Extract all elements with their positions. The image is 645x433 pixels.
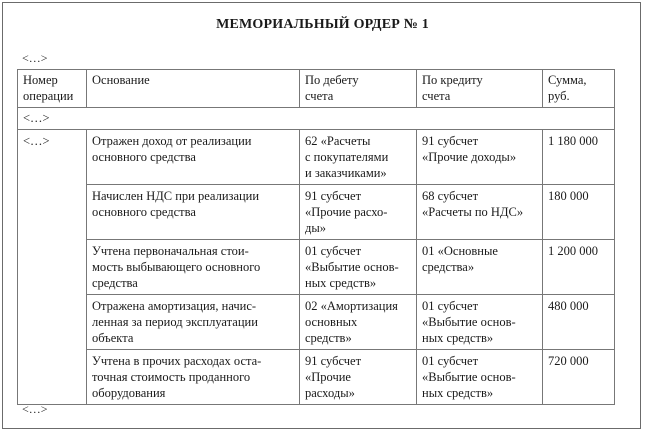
- cell-line: Отражена амортизация, начис-: [92, 299, 257, 313]
- cell-line: 01 «Основные: [422, 244, 498, 258]
- header-line: По кредиту: [422, 73, 483, 87]
- header-line: счета: [422, 89, 451, 103]
- table-row: [18, 240, 615, 295]
- amount-cell: 1 180 000: [543, 130, 615, 185]
- table-body: [18, 130, 615, 405]
- cell-line: 01 субсчет: [422, 299, 479, 313]
- cell-line: средства»: [422, 260, 475, 274]
- cell-line: «Прочие расхо-: [305, 205, 388, 219]
- cell-line: основного средства: [92, 205, 196, 219]
- page-title: МЕМОРИАЛЬНЫЙ ОРДЕР № 1: [216, 17, 429, 32]
- cell-line: точная стоимость проданного: [92, 370, 251, 384]
- header-line: руб.: [548, 89, 570, 103]
- header-line: Номер: [23, 73, 58, 87]
- header-basis: [87, 70, 300, 108]
- basis-cell: [87, 130, 300, 185]
- header-credit: [417, 70, 543, 108]
- amount-cell: 180 000: [543, 185, 615, 240]
- cell-line: 91 субсчет: [305, 354, 362, 368]
- header-line: По дебету: [305, 73, 359, 87]
- table-row: [18, 130, 615, 185]
- cell-line: Учтена в прочих расходах оста-: [92, 354, 262, 368]
- cell-line: Начислен НДС при реализации: [92, 189, 260, 203]
- cell-line: 91 субсчет: [305, 189, 362, 203]
- cell-line: «Выбытие основ-: [305, 260, 399, 274]
- cell-line: основных: [305, 315, 358, 329]
- cell-line: 02 «Амортизация: [305, 299, 398, 313]
- credit-cell: [417, 185, 543, 240]
- credit-cell: [417, 240, 543, 295]
- cell-line: ных средств»: [305, 276, 377, 290]
- gap-cell: <…>: [18, 108, 615, 130]
- cell-line: и заказчиками»: [305, 166, 387, 180]
- debit-cell: [300, 350, 417, 405]
- basis-cell: [87, 350, 300, 405]
- cell-line: мость выбывающего основного: [92, 260, 261, 274]
- table-row: [18, 295, 615, 350]
- cell-line: 01 субсчет: [305, 244, 362, 258]
- cell-line: ных средств»: [422, 331, 494, 345]
- cell-line: ленная за период эксплуатации: [92, 315, 258, 329]
- credit-cell: [417, 295, 543, 350]
- cell-line: 91 субсчет: [422, 134, 479, 148]
- debit-cell: [300, 185, 417, 240]
- cell-line: ных средств»: [422, 386, 494, 400]
- credit-cell: [417, 130, 543, 185]
- amount-cell: 480 000: [543, 295, 615, 350]
- operation-number-cell: <…>: [18, 130, 87, 405]
- header-line: операции: [23, 89, 74, 103]
- cell-line: оборудования: [92, 386, 166, 400]
- table-row: [18, 185, 615, 240]
- cell-line: «Выбытие основ-: [422, 370, 516, 384]
- amount-cell: 1 200 000: [543, 240, 615, 295]
- cell-line: 62 «Расчеты: [305, 134, 371, 148]
- cell-line: Учтена первоначальная стои-: [92, 244, 249, 258]
- cell-line: ды»: [305, 221, 327, 235]
- cell-line: с покупателями: [305, 150, 389, 164]
- header-row: [18, 70, 615, 108]
- cell-line: средств»: [305, 331, 352, 345]
- gap-row: [18, 108, 615, 130]
- cell-line: объекта: [92, 331, 134, 345]
- cell-line: основного средства: [92, 150, 196, 164]
- ellipsis-bottom: <…>: [22, 402, 48, 416]
- amount-cell: 720 000: [543, 350, 615, 405]
- header-debit: [300, 70, 417, 108]
- cell-line: Отражен доход от реализации: [92, 134, 252, 148]
- debit-cell: [300, 295, 417, 350]
- cell-line: «Выбытие основ-: [422, 315, 516, 329]
- basis-cell: [87, 240, 300, 295]
- cell-line: «Прочие: [305, 370, 351, 384]
- table-row: [18, 350, 615, 405]
- debit-cell: [300, 240, 417, 295]
- header-operation-number: [18, 70, 87, 108]
- basis-cell: [87, 295, 300, 350]
- cell-line: средства: [92, 276, 138, 290]
- cell-line: 68 субсчет: [422, 189, 479, 203]
- ellipsis-top: <…>: [22, 51, 48, 65]
- header-line: Основание: [92, 73, 150, 87]
- cell-line: 01 субсчет: [422, 354, 479, 368]
- cell-line: «Расчеты по НДС»: [422, 205, 524, 219]
- cell-line: «Прочие доходы»: [422, 150, 517, 164]
- basis-cell: [87, 185, 300, 240]
- header-line: Сумма,: [548, 73, 587, 87]
- credit-cell: [417, 350, 543, 405]
- header-line: счета: [305, 89, 334, 103]
- header-amount: [543, 70, 615, 108]
- cell-line: расходы»: [305, 386, 355, 400]
- debit-cell: [300, 130, 417, 185]
- memorial-order-table: [17, 69, 615, 405]
